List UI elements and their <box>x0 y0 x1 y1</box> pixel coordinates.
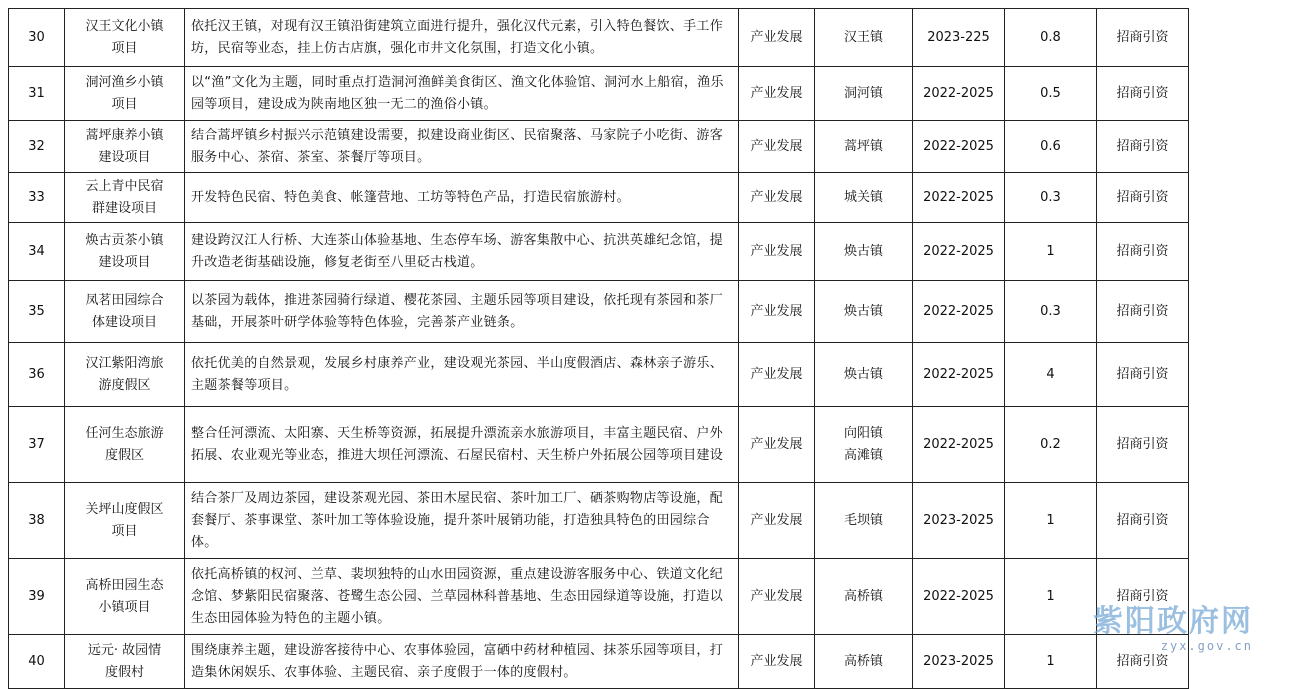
row-number: 33 <box>9 173 65 223</box>
table-body <box>9 9 1189 689</box>
project-name <box>65 281 185 343</box>
town-name: 高滩镇 <box>843 447 883 463</box>
table-row <box>9 635 1189 689</box>
project-name-line: 建设项目 <box>98 149 151 165</box>
funding-method: 招商引资 <box>1097 559 1189 635</box>
row-number: 36 <box>9 343 65 407</box>
project-content: 结合茶厂及周边茶园，建设茶观光园、茶田木屋民宿、茶叶加工厂、硒茶购物店等设施，配套餐厅、茶事课堂、茶叶加工等体验设施，提升茶叶展销功能，打造独具特色的田园综合体。 <box>185 483 739 559</box>
project-town <box>815 67 913 121</box>
project-category: 产业发展 <box>739 121 815 173</box>
project-name-line: 群建设项目 <box>91 200 157 216</box>
project-name-line: 体建设项目 <box>91 314 157 330</box>
project-content: 依托高桥镇的权河、兰草、裴坝独特的山水田园资源，重点建设游客服务中心、铁道文化纪念馆、梦紫阳民宿聚落、苍鹭生态公园、兰草园林科普基地、生态田园绿道等设施，打造以生态田园体验为特色的主题小镇。 <box>185 559 739 635</box>
town-name: 焕古镇 <box>843 366 883 382</box>
project-name-line: 汉王文化小镇 <box>85 18 164 34</box>
investment-amount: 0.5 <box>1005 67 1097 121</box>
investment-amount: 4 <box>1005 343 1097 407</box>
construction-period: 2022-2025 <box>913 223 1005 281</box>
project-content: 开发特色民宿、特色美食、帐篷营地、工坊等特色产品，打造民宿旅游村。 <box>185 173 739 223</box>
row-number: 30 <box>9 9 65 67</box>
project-name <box>65 67 185 121</box>
construction-period: 2022-2025 <box>913 559 1005 635</box>
investment-amount: 0.2 <box>1005 407 1097 483</box>
project-town <box>815 635 913 689</box>
town-name: 高桥镇 <box>843 588 883 604</box>
project-name <box>65 173 185 223</box>
town-name: 毛坝镇 <box>843 512 883 528</box>
construction-period: 2022-2025 <box>913 121 1005 173</box>
row-number: 31 <box>9 67 65 121</box>
funding-method: 招商引资 <box>1097 121 1189 173</box>
construction-period: 2022-2025 <box>913 173 1005 223</box>
watermark-url: zyx.gov.cn <box>1160 639 1253 653</box>
project-category: 产业发展 <box>739 223 815 281</box>
project-name-line: 焕古贡茶小镇 <box>85 232 164 248</box>
project-category: 产业发展 <box>739 173 815 223</box>
project-content: 整合任河漂流、太阳寨、天生桥等资源，拓展提升漂流亲水旅游项目，丰富主题民宿、户外拓展、农业观光等业态，推进大坝任河漂流、石屋民宿村、天生桥户外拓展公园等项目建设 <box>185 407 739 483</box>
investment-amount: 0.6 <box>1005 121 1097 173</box>
town-name: 向阳镇 <box>843 425 883 441</box>
investment-amount: 0.8 <box>1005 9 1097 67</box>
construction-period: 2022-2025 <box>913 343 1005 407</box>
table-row <box>9 9 1189 67</box>
investment-amount: 1 <box>1005 223 1097 281</box>
project-name-line: 任河生态旅游 <box>85 425 164 441</box>
project-name-line: 项目 <box>111 96 138 112</box>
project-content: 依托优美的自然景观，发展乡村康养产业，建设观光茶园、半山度假酒店、森林亲子游乐、主题茶餐等项目。 <box>185 343 739 407</box>
project-category: 产业发展 <box>739 9 815 67</box>
project-town <box>815 173 913 223</box>
project-name <box>65 635 185 689</box>
row-number: 38 <box>9 483 65 559</box>
project-name-line: 游度假区 <box>98 377 151 393</box>
project-name-line: 建设项目 <box>98 254 151 270</box>
table-row <box>9 343 1189 407</box>
construction-period: 2023-225 <box>913 9 1005 67</box>
funding-method: 招商引资 <box>1097 173 1189 223</box>
town-name: 洞河镇 <box>843 85 883 101</box>
town-name: 城关镇 <box>843 189 883 205</box>
table-row <box>9 407 1189 483</box>
table-row <box>9 281 1189 343</box>
town-name: 焕古镇 <box>843 303 883 319</box>
project-category: 产业发展 <box>739 483 815 559</box>
town-name: 蒿坪镇 <box>843 138 883 154</box>
project-table <box>8 8 1189 689</box>
project-name-line: 小镇项目 <box>98 599 151 615</box>
project-content: 依托汉王镇，对现有汉王镇沿街建筑立面进行提升，强化汉代元素，引入特色餐饮、手工作坊，民宿等业态，挂上仿古店旗，强化市井文化氛围，打造文化小镇。 <box>185 9 739 67</box>
project-name <box>65 9 185 67</box>
construction-period: 2022-2025 <box>913 67 1005 121</box>
table-row <box>9 173 1189 223</box>
town-name: 高桥镇 <box>843 653 883 669</box>
investment-amount: 1 <box>1005 483 1097 559</box>
project-name-line: 度假村 <box>104 664 144 680</box>
project-content: 围绕康养主题，建设游客接待中心、农事体验园，富硒中药材种植园、抹茶乐园等项目，打造集休闲娱乐、农事体验、主题民宿、亲子度假于一体的度假村。 <box>185 635 739 689</box>
project-name <box>65 483 185 559</box>
project-name-line: 远元· 故园情 <box>87 642 162 658</box>
funding-method: 招商引资 <box>1097 223 1189 281</box>
town-name: 汉王镇 <box>843 29 883 45</box>
project-town <box>815 121 913 173</box>
project-content: 以茶园为载体，推进茶园骑行绿道、樱花茶园、主题乐园等项目建设，依托现有茶园和茶厂基础，开展茶叶研学体验等特色体验，完善茶产业链条。 <box>185 281 739 343</box>
table-row <box>9 223 1189 281</box>
project-town <box>815 483 913 559</box>
project-category: 产业发展 <box>739 559 815 635</box>
project-category: 产业发展 <box>739 67 815 121</box>
project-category: 产业发展 <box>739 407 815 483</box>
row-number: 35 <box>9 281 65 343</box>
project-content: 以“渔”文化为主题，同时重点打造洞河渔鲜美食街区、渔文化体验馆、洞河水上船宿，渔乐园等项目，建设成为陕南地区独一无二的渔俗小镇。 <box>185 67 739 121</box>
table-row <box>9 67 1189 121</box>
row-number: 32 <box>9 121 65 173</box>
project-town <box>815 281 913 343</box>
funding-method: 招商引资 <box>1097 9 1189 67</box>
project-name-line: 度假区 <box>104 447 144 463</box>
project-name-line: 高桥田园生态 <box>85 577 164 593</box>
construction-period: 2023-2025 <box>913 483 1005 559</box>
project-content: 结合蒿坪镇乡村振兴示范镇建设需要，拟建设商业街区、民宿聚落、马家院子小吃街、游客服务中心、茶宿、茶室、茶餐厅等项目。 <box>185 121 739 173</box>
construction-period: 2023-2025 <box>913 635 1005 689</box>
project-name-line: 蒿坪康养小镇 <box>85 127 164 143</box>
project-name <box>65 559 185 635</box>
watermark-title: 紫阳政府网 <box>1093 604 1253 639</box>
construction-period: 2022-2025 <box>913 407 1005 483</box>
row-number: 34 <box>9 223 65 281</box>
project-category: 产业发展 <box>739 635 815 689</box>
project-name-line: 关坪山度假区 <box>85 501 164 517</box>
project-name <box>65 223 185 281</box>
project-name-line: 洞河渔乡小镇 <box>85 74 164 90</box>
row-number: 39 <box>9 559 65 635</box>
construction-period: 2022-2025 <box>913 281 1005 343</box>
project-town <box>815 407 913 483</box>
table-row <box>9 483 1189 559</box>
funding-method: 招商引资 <box>1097 343 1189 407</box>
investment-amount: 1 <box>1005 559 1097 635</box>
table-row <box>9 121 1189 173</box>
project-category: 产业发展 <box>739 281 815 343</box>
funding-method: 招商引资 <box>1097 483 1189 559</box>
project-category: 产业发展 <box>739 343 815 407</box>
funding-method: 招商引资 <box>1097 407 1189 483</box>
row-number: 37 <box>9 407 65 483</box>
funding-method: 招商引资 <box>1097 281 1189 343</box>
project-content: 建设跨汉江人行桥、大连茶山体验基地、生态停车场、游客集散中心、抗洪英雄纪念馆，提升改造老街基础设施，修复老街至八里砭古栈道。 <box>185 223 739 281</box>
project-town <box>815 223 913 281</box>
project-town <box>815 343 913 407</box>
project-town <box>815 559 913 635</box>
project-name <box>65 121 185 173</box>
project-name <box>65 343 185 407</box>
funding-method: 招商引资 <box>1097 635 1189 689</box>
row-number: 40 <box>9 635 65 689</box>
town-name: 焕古镇 <box>843 243 883 259</box>
project-name-line: 汉江紫阳湾旅 <box>85 355 164 371</box>
table-row <box>9 559 1189 635</box>
investment-amount: 0.3 <box>1005 281 1097 343</box>
investment-amount: 1 <box>1005 635 1097 689</box>
project-name-line: 云上青中民宿 <box>85 178 164 194</box>
project-name-line: 项目 <box>111 523 138 539</box>
project-name-line: 凤茗田园综合 <box>85 292 164 308</box>
project-name <box>65 407 185 483</box>
project-town <box>815 9 913 67</box>
funding-method: 招商引资 <box>1097 67 1189 121</box>
project-name-line: 项目 <box>111 40 138 56</box>
investment-amount: 0.3 <box>1005 173 1097 223</box>
